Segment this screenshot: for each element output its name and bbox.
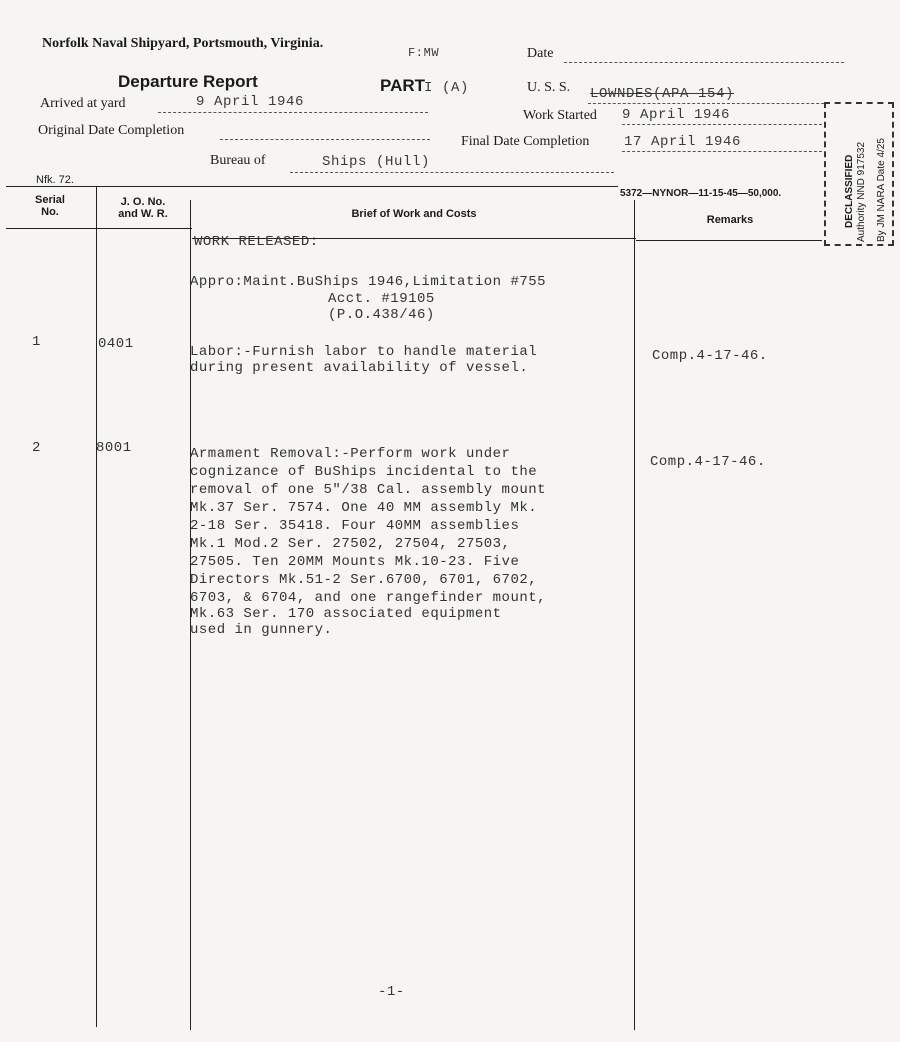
row1-jo: 0401 bbox=[98, 336, 134, 352]
report-title: Departure Report bbox=[118, 72, 258, 91]
col-header-brief: Brief of Work and Costs bbox=[351, 208, 477, 220]
final-completion-label: Final Date Completion bbox=[461, 134, 590, 149]
row2-brief-line: Directors Mk.51-2 Ser.6700, 6701, 6702, bbox=[190, 572, 538, 588]
appro-line-1: Appro:Maint.BuShips 1946,Limitation #755 bbox=[190, 274, 547, 290]
row1-remarks: Comp.4-17-46. bbox=[652, 348, 768, 364]
row1-serial: 1 bbox=[32, 334, 41, 350]
row2-brief-line: Mk.37 Ser. 7574. One 40 MM assembly Mk. bbox=[190, 500, 538, 516]
part-value: I (A) bbox=[424, 80, 470, 96]
header-bottom-rule-left bbox=[6, 228, 192, 229]
authority-line: Authority NND 917532 bbox=[856, 141, 867, 242]
work-started-label: Work Started bbox=[523, 108, 597, 123]
appro-line-2: Acct. #19105 bbox=[328, 291, 435, 307]
final-completion-line bbox=[622, 151, 822, 152]
orig-completion-label: Original Date Completion bbox=[38, 123, 185, 138]
col-divider-serial bbox=[96, 187, 97, 1027]
final-completion-value: 17 April 1946 bbox=[624, 134, 742, 150]
uss-line bbox=[588, 103, 844, 104]
row1-brief-line: during present availability of vessel. bbox=[190, 360, 529, 376]
header-bottom-rule-remarks bbox=[636, 240, 822, 241]
part-label: PART bbox=[380, 76, 426, 95]
date-line bbox=[564, 62, 844, 63]
row2-remarks: Comp.4-17-46. bbox=[650, 454, 766, 470]
page-number: -1- bbox=[378, 984, 405, 1000]
row2-brief-line: 6703, & 6704, and one rangefinder mount, bbox=[190, 590, 547, 606]
work-started-value: 9 April 1946 bbox=[622, 107, 731, 123]
row2-brief-line: 27505. Ten 20MM Mounts Mk.10-23. Five bbox=[190, 554, 520, 570]
arrived-value: 9 April 1946 bbox=[196, 94, 305, 110]
col-header-serial-line1: Serial bbox=[35, 194, 65, 206]
work-released-heading: WORK RELEASED: bbox=[194, 234, 319, 250]
row2-brief-line: 2-18 Ser. 35418. Four 40MM assemblies bbox=[190, 518, 520, 534]
row2-jo: 8001 bbox=[96, 440, 132, 456]
row2-brief-line: Mk.1 Mod.2 Ser. 27502, 27504, 27503, bbox=[190, 536, 511, 552]
work-started-line bbox=[622, 124, 822, 125]
col-header-serial-line2: No. bbox=[41, 206, 59, 218]
date-label: Date bbox=[527, 46, 554, 61]
office-code: F:MW bbox=[408, 46, 440, 60]
form-number: Nfk. 72. bbox=[36, 174, 74, 186]
col-header-jo-line1: J. O. No. bbox=[120, 196, 166, 208]
bureau-label: Bureau of bbox=[210, 153, 266, 168]
arrived-line bbox=[158, 112, 428, 113]
bureau-value: Ships (Hull) bbox=[322, 154, 431, 170]
arrived-label: Arrived at yard bbox=[40, 96, 126, 111]
col-header-jo-line2: and W. R. bbox=[118, 208, 168, 220]
row2-serial: 2 bbox=[32, 440, 41, 456]
uss-label: U. S. S. bbox=[527, 80, 571, 95]
by-line: By JM NARA Date 4/25 bbox=[876, 138, 887, 242]
row2-brief-line: used in gunnery. bbox=[190, 622, 333, 638]
shipyard-name: Norfolk Naval Shipyard, Portsmouth, Virginia. bbox=[42, 36, 324, 51]
col-header-serial bbox=[20, 194, 80, 218]
col-header-remarks: Remarks bbox=[706, 214, 754, 226]
declassified-label: DECLASSIFIED bbox=[844, 154, 855, 228]
col-header-jo bbox=[100, 196, 186, 220]
print-code: 5372—NYNOR—11-15-45—50,000. bbox=[620, 188, 782, 199]
bureau-line bbox=[290, 172, 614, 173]
declassified-stamp bbox=[824, 102, 894, 246]
row2-brief-line: cognizance of BuShips incidental to the bbox=[190, 464, 538, 480]
row2-brief-line: Armament Removal:-Perform work under bbox=[190, 446, 511, 462]
row1-brief-line: Labor:-Furnish labor to handle material bbox=[190, 344, 538, 360]
row2-brief-line: removal of one 5"/38 Cal. assembly mount bbox=[190, 482, 547, 498]
table-top-rule bbox=[6, 186, 618, 187]
orig-completion-line bbox=[220, 139, 430, 140]
uss-value: LOWNDES(APA 154) bbox=[590, 86, 735, 102]
row2-brief-line: Mk.63 Ser. 170 associated equipment bbox=[190, 606, 502, 622]
col-divider-brief bbox=[634, 200, 635, 1030]
appro-line-3: (P.O.438/46) bbox=[328, 307, 435, 323]
